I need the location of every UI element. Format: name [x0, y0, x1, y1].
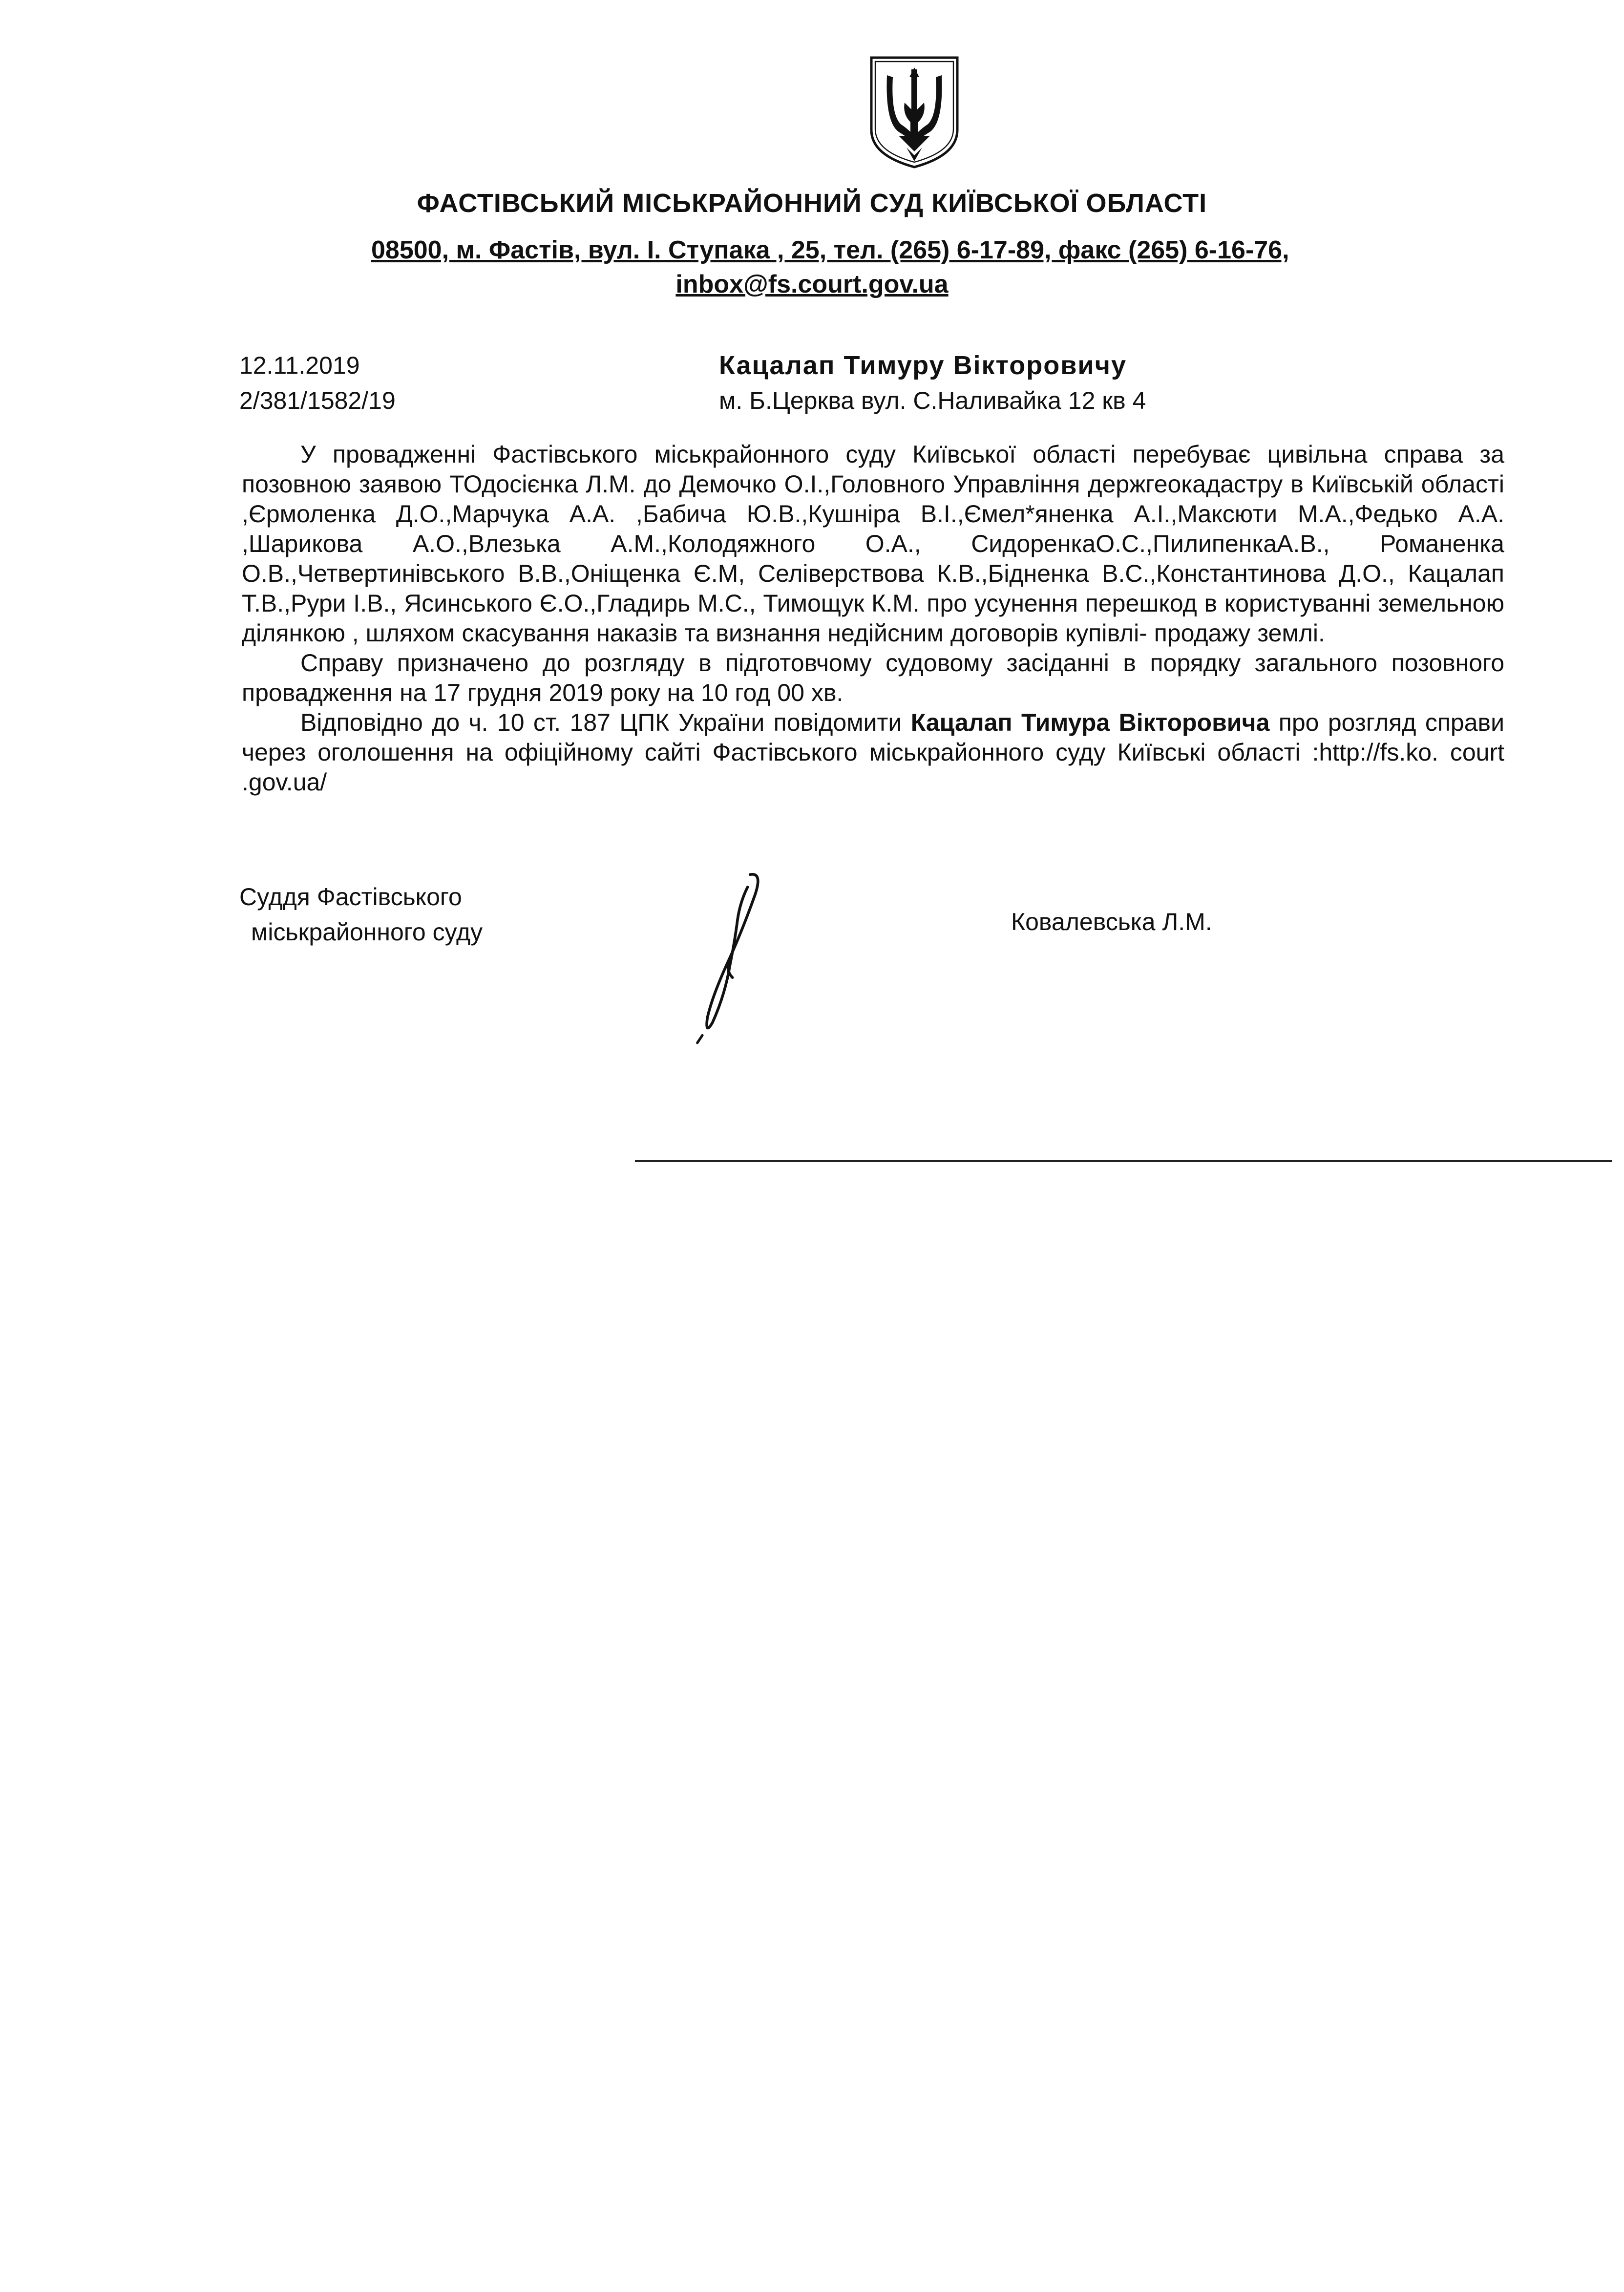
recipient-address: м. Б.Церква вул. С.Наливайка 12 кв 4	[719, 387, 1146, 414]
document-date: 12.11.2019	[239, 352, 360, 379]
court-name: ФАСТІВСЬКИЙ МІСЬКРАЙОННИЙ СУД КИЇВСЬКОЇ ОБЛАСТІ	[417, 189, 1207, 218]
case-number: 2/381/1582/19	[239, 387, 396, 414]
defendant-name: Кацалап Тимура Вікторовича	[910, 709, 1270, 736]
handwritten-signature	[674, 870, 801, 1045]
notice-body	[242, 440, 1504, 797]
court-email: inbox@fs.court.gov.ua	[675, 270, 949, 298]
judge-title	[239, 879, 483, 950]
body-paragraph-3	[242, 708, 1504, 797]
judge-name: Ковалевська Л.М.	[1011, 908, 1212, 935]
recipient-name: Кацалап Тимуру Вікторовичу	[719, 351, 1127, 380]
paragraph-3-lead: Відповідно до ч. 10 ст. 187 ЦПК України повідомити	[300, 709, 911, 736]
bottom-divider	[635, 1160, 1612, 1162]
document-meta	[239, 348, 396, 418]
body-paragraph-1: У провадженні Фастівського міськрайонного суду Київської області перебуває цивільна справа за позовною заявою ТОдосієнка Л.М. до Демочко О.І.,Головного Управління держгеокадастру в Київській області ,Єрмоленка Д.О.,Марчука А.А. ,Бабича Ю.В.,Кушніра В.І.,Ємел*яненка А.І.,Максюти М.А.,Федько А.А. ,Шарикова А.О.,Влезька А.М.,Колодяжного О.А., СидоренкаО.С.,ПилипенкаА.В., Романенка О.В.,Четвертинівського В.В.,Оніщенка Є.М, Селіверствова К.В.,Бідненка В.С.,Константинова Д.О., Кацалап Т.В.,Рури І.В., Ясинського Є.О.,Гладирь М.С., Тимощук К.М. про усунення перешкод в користуванні земельною ділянкою , шляхом скасування наказів та визнання недійсним договорів купівлі- продажу землі.	[242, 441, 1504, 647]
trident-emblem-icon	[865, 54, 963, 171]
recipient-block	[719, 348, 1146, 418]
paragraph-3-tail: про розгляд справи через оголошення на офіційному сайті Фастівського міськрайонного суду Київські області :http://fs.ko. court .gov.ua/	[242, 709, 1504, 796]
judge-title-line-2: міськрайонного суду	[251, 918, 483, 946]
judge-title-line-1: Суддя Фастівського	[239, 883, 462, 911]
court-address: 08500, м. Фастів, вул. І. Ступака , 25, тел. (265) 6-17-89, факс (265) 6-16-76,	[371, 236, 1289, 264]
body-paragraph-2: Справу призначено до розгляду в підготовчому судовому засіданні в порядку загального позовного провадження на 17 грудня 2019 року на 10 год 00 хв.	[242, 649, 1504, 706]
